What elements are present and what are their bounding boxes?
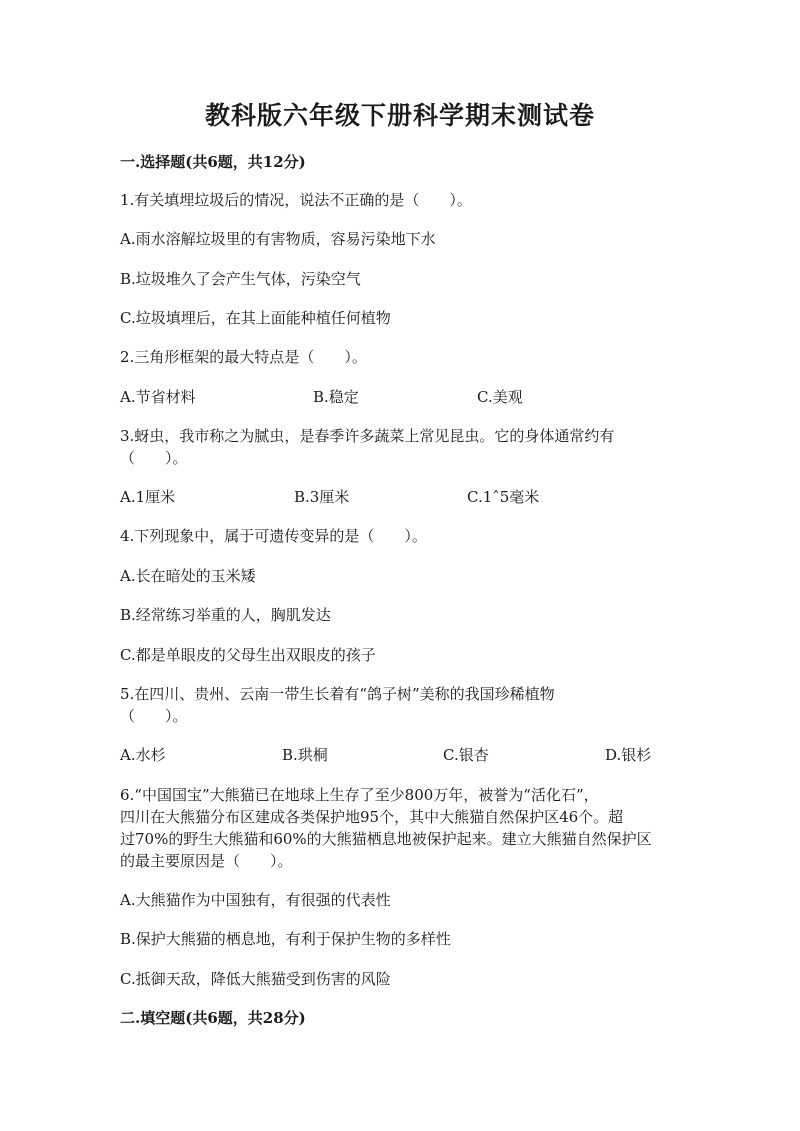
question-6-stem-line-4: 的最主要原因是（ ）。	[120, 852, 293, 870]
question-2-option-c: C.美观	[477, 388, 523, 406]
question-1-option-c: C.垃圾填埋后，在其上面能种植任何植物	[120, 309, 391, 327]
question-6-option-a: A.大熊猫作为中国独有，有很强的代表性	[120, 891, 391, 909]
question-2-option-b: B.稳定	[313, 388, 359, 406]
question-3-option-a: A.1厘米	[120, 488, 176, 506]
question-5-option-d: D.银杉	[605, 746, 652, 764]
question-3-stem-line-2: （ ）。	[120, 449, 188, 467]
question-5-option-c: C.银杏	[443, 746, 489, 764]
question-3-stem-line-1: 3.蚜虫，我市称之为腻虫，是春季许多蔬菜上常见昆虫。它的身体通常约有	[120, 427, 615, 445]
question-4-option-a: A.长在暗处的玉米矮	[120, 567, 256, 585]
question-3-option-c: C.1ˆ5毫米	[467, 488, 540, 506]
question-6-stem-line-3: 过70%的野生大熊猫和60%的大熊猫栖息地被保护起来。建立大熊猫自然保护区	[120, 830, 652, 848]
question-3-option-b: B.3厘米	[294, 488, 350, 506]
question-1-stem: 1.有关填埋垃圾后的情况，说法不正确的是（ ）。	[120, 191, 472, 209]
question-4-option-c: C.都是单眼皮的父母生出双眼皮的孩子	[120, 646, 376, 664]
question-1-option-b: B.垃圾堆久了会产生气体，污染空气	[120, 270, 361, 288]
section-heading-multiple-choice: 一.选择题(共6题，共12分)	[120, 153, 306, 171]
question-5-stem-line-1: 5.在四川、贵州、云南一带生长着有“鸽子树”美称的我国珍稀植物	[120, 685, 555, 703]
question-6-option-c: C.抵御天敌，降低大熊猫受到伤害的风险	[120, 970, 391, 988]
question-5-stem-line-2: （ ）。	[120, 707, 188, 725]
question-4-option-b: B.经常练习举重的人，胸肌发达	[120, 606, 331, 624]
question-1-option-a: A.雨水溶解垃圾里的有害物质，容易污染地下水	[120, 230, 436, 248]
question-6-option-b: B.保护大熊猫的栖息地，有利于保护生物的多样性	[120, 930, 451, 948]
section-heading-fill-in-blank: 二.填空题(共6题，共28分)	[120, 1009, 306, 1027]
question-4-stem: 4.下列现象中，属于可遗传变异的是（ ）。	[120, 527, 427, 545]
exam-title: 教科版六年级下册科学期末测试卷	[204, 101, 595, 130]
question-5-option-b: B.珙桐	[282, 746, 328, 764]
question-2-stem: 2.三角形框架的最大特点是（ ）。	[120, 348, 367, 366]
question-6-stem-line-2: 四川在大熊猫分布区建成各类保护地95个，其中大熊猫自然保护区46个。超	[120, 808, 624, 826]
question-2-option-a: A.节省材料	[120, 388, 196, 406]
question-5-option-a: A.水杉	[120, 746, 166, 764]
question-6-stem-line-1: 6.“中国国宝”大熊猫已在地球上生存了至少800万年，被誉为“活化石”，	[120, 786, 599, 804]
